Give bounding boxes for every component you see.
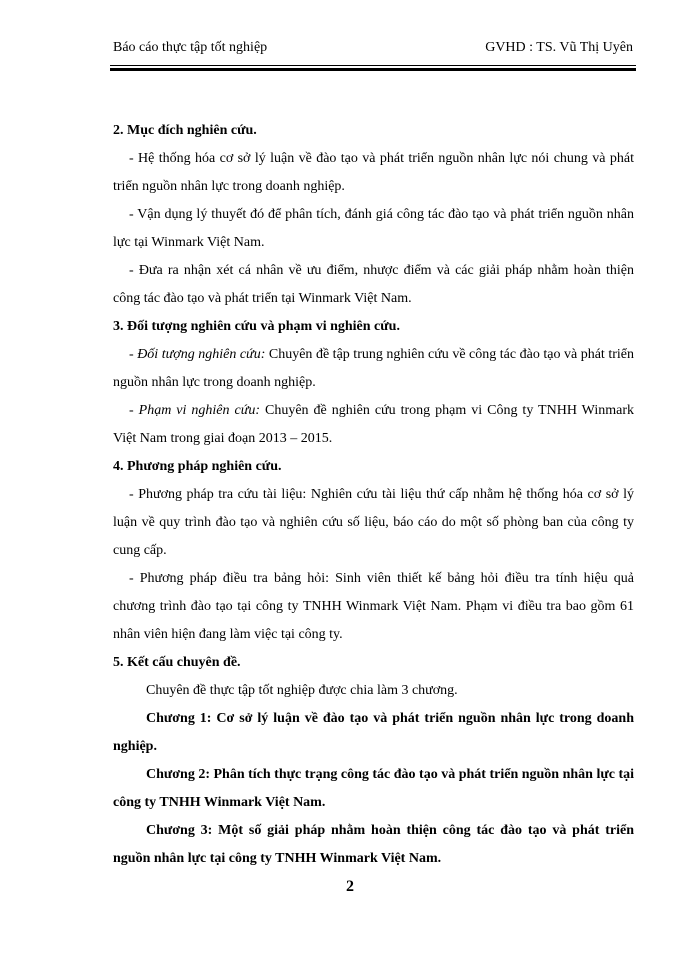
section-4-paragraph-1: - Phương pháp tra cứu tài liệu: Nghiên cứu tài liệu thứ cấp nhằm hệ thống hóa cơ sở lý luận về quy trình đào tạo và nghiên cứu số liệu, báo cáo do một số phòng ban của công ty cung cấp. — [113, 487, 634, 558]
header-rule-thin — [110, 65, 636, 66]
section-3-heading: 3. Đối tượng nghiên cứu và phạm vi nghiên cứu. — [113, 319, 400, 334]
section-3-subject-label: Đối tượng nghiên cứu: — [137, 347, 266, 362]
section-5-intro: Chuyên đề thực tập tốt nghiệp được chia làm 3 chương. — [146, 683, 458, 698]
header-report-title: Báo cáo thực tập tốt nghiệp — [113, 40, 268, 55]
section-3-paragraph-1: - Đối tượng nghiên cứu: Chuyên đề tập trung nghiên cứu về công tác đào tạo và phát triển nguồn nhân lực trong doanh nghiệp. — [113, 347, 634, 390]
chapter-2-summary: Chương 2: Phân tích thực trạng công tác đào tạo và phát triển nguồn nhân lực tại công ty TNHH Winmark Việt Nam. — [113, 767, 634, 810]
chapter-1-summary: Chương 1: Cơ sở lý luận về đào tạo và phát triển nguồn nhân lực trong doanh nghiệp. — [113, 711, 634, 754]
section-3-paragraph-2: - Phạm vi nghiên cứu: Chuyên đề nghiên cứu trong phạm vi Công ty TNHH Winmark Việt Nam trong giai đoạn 2013 – 2015. — [113, 403, 634, 446]
header-rule-thick — [110, 68, 636, 71]
section-5-heading: 5. Kết cấu chuyên đề. — [113, 655, 241, 670]
section-2-paragraph-3: - Đưa ra nhận xét cá nhân về ưu điểm, nhược điểm và các giải pháp nhằm hoàn thiện công tác đào tạo và phát triển tại Winmark Việt Nam. — [113, 263, 634, 306]
chapter-3-summary: Chương 3: Một số giải pháp nhằm hoàn thiện công tác đào tạo và phát triển nguồn nhân lực tại công ty TNHH Winmark Việt Nam. — [113, 823, 634, 866]
section-2-paragraph-1: - Hệ thống hóa cơ sở lý luận về đào tạo và phát triển nguồn nhân lực nói chung và phát triển nguồn nhân lực trong doanh nghiệp. — [113, 151, 634, 194]
section-4-paragraph-2: - Phương pháp điều tra bảng hỏi: Sinh viên thiết kế bảng hỏi điều tra tính hiệu quả chương trình đào tạo tại công ty TNHH Winmark Việt Nam. Phạm vi điều tra bao gồm 61 nhân viên hiện đang làm việc tại công ty. — [113, 571, 634, 642]
page-body — [113, 117, 634, 873]
section-3-scope-label: Phạm vi nghiên cứu: — [138, 403, 260, 418]
section-3-subject-text: Chuyên đề tập trung nghiên cứu về công tác đào tạo và phát triển nguồn nhân lực trong doanh nghiệp. — [113, 347, 634, 390]
section-3-scope-text: Chuyên đề nghiên cứu trong phạm vi Công ty TNHH Winmark Việt Nam trong giai đoạn 2013 – 2015. — [113, 403, 634, 446]
section-2-heading: 2. Mục đích nghiên cứu. — [113, 123, 257, 138]
page-number: 2 — [346, 878, 354, 895]
section-2-paragraph-2: - Vận dụng lý thuyết đó để phân tích, đánh giá công tác đào tạo và phát triển nguồn nhân lực tại Winmark Việt Nam. — [113, 207, 634, 250]
header-supervisor: GVHD : TS. Vũ Thị Uyên — [485, 40, 633, 55]
section-4-heading: 4. Phương pháp nghiên cứu. — [113, 459, 282, 474]
